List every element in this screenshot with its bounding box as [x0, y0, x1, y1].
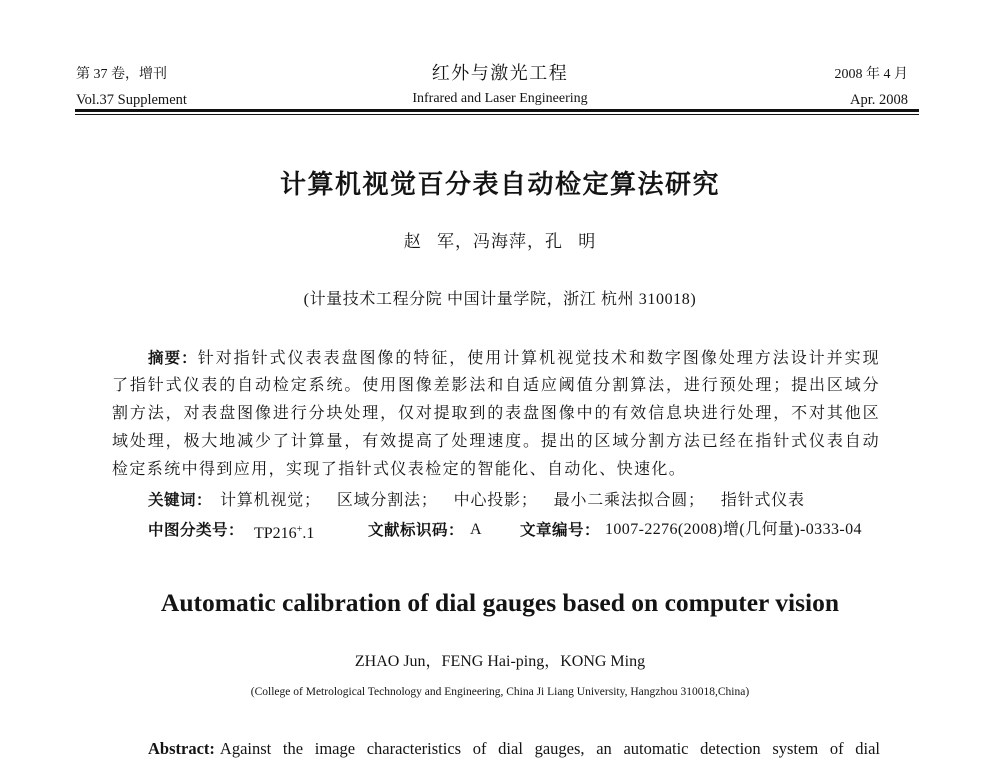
- volume-en: Vol.37 Supplement: [76, 92, 187, 108]
- affiliation-zh: (计量技术工程分院 中国计量学院，浙江 杭州 310018): [303, 291, 697, 308]
- article-no-label: 文章编号：: [520, 521, 601, 539]
- clc-label: 中图分类号：: [148, 521, 245, 539]
- journal-name-zh: 红外与激光工程: [431, 63, 569, 83]
- keyword-item: 指针式仪表: [720, 492, 805, 509]
- clc-sup: +: [296, 524, 303, 535]
- date-zh: 2008 年 4 月: [834, 67, 908, 82]
- header-rule-thin: [75, 114, 919, 115]
- authors-zh: 赵 军，冯海萍，孔 明: [403, 232, 597, 251]
- classification-line: [148, 516, 888, 544]
- article-no-value: 1007-2276(2008)增(几何量)-0333-04: [605, 521, 862, 538]
- keyword-item: 最小二乘法拟合圆；: [553, 492, 705, 509]
- title-zh: 计算机视觉百分表自动检定算法研究: [279, 170, 720, 200]
- abstract-zh-line-2: 了指针式仪表的自动检定系统。使用图像差影法和自适应阈值分割算法，进行预处理；提出区域分: [112, 377, 880, 394]
- affiliation-en: (College of Metrological Technology and Engineering, China Ji Liang University, Hangzhou 310018,China): [250, 686, 750, 698]
- abstract-zh-line-1: [112, 344, 880, 372]
- abstract-zh-line-3: 割方法，对表盘图像进行分块处理，仅对提取到的表盘图像中的有效信息块进行处理，不对其他区: [112, 405, 880, 422]
- abstract-zh-text-1: 针对指针式仪表表盘图像的特征，使用计算机视觉技术和数字图像处理方法设计并实现: [197, 350, 880, 367]
- title-en: Automatic calibration of dial gauges based on computer vision: [160, 588, 840, 617]
- journal-name-en: Infrared and Laser Engineering: [412, 91, 588, 106]
- volume-zh: 第 37 卷，增刊: [76, 67, 167, 82]
- keyword-item: 区域分割法；: [336, 492, 438, 509]
- authors-en: ZHAO Jun，FENG Hai-ping，KONG Ming: [354, 653, 646, 670]
- abstract-en-label: Abstract:: [148, 739, 215, 758]
- abstract-en-line-1: [148, 738, 880, 760]
- doc-code-label: 文献标识码：: [368, 521, 465, 539]
- keyword-item: 中心投影；: [453, 492, 538, 509]
- header-rule-thick: [75, 109, 919, 112]
- abstract-zh-line-5: 检定系统中得到应用，实现了指针式仪表检定的智能化、自动化、快速化。: [112, 461, 687, 478]
- clc-code: TP216: [254, 525, 297, 542]
- abstract-zh-line-4: 域处理，极大地减少了计算量，有效提高了处理速度。提出的区域分割方法已经在指针式仪表自动: [112, 433, 880, 450]
- doc-code-value: A: [470, 521, 482, 538]
- clc-suffix: .1: [302, 525, 315, 542]
- abstract-en-text: Against the image characteristics of dial gauges, an automatic detection system of dial: [219, 739, 880, 758]
- keywords-zh: [148, 486, 821, 515]
- date-en: Apr. 2008: [850, 92, 908, 108]
- abstract-zh-label: 摘要：: [148, 349, 198, 367]
- keywords-zh-label: 关键词：: [148, 491, 213, 509]
- keyword-item: 计算机视觉；: [220, 492, 321, 509]
- clc-value: [254, 516, 314, 548]
